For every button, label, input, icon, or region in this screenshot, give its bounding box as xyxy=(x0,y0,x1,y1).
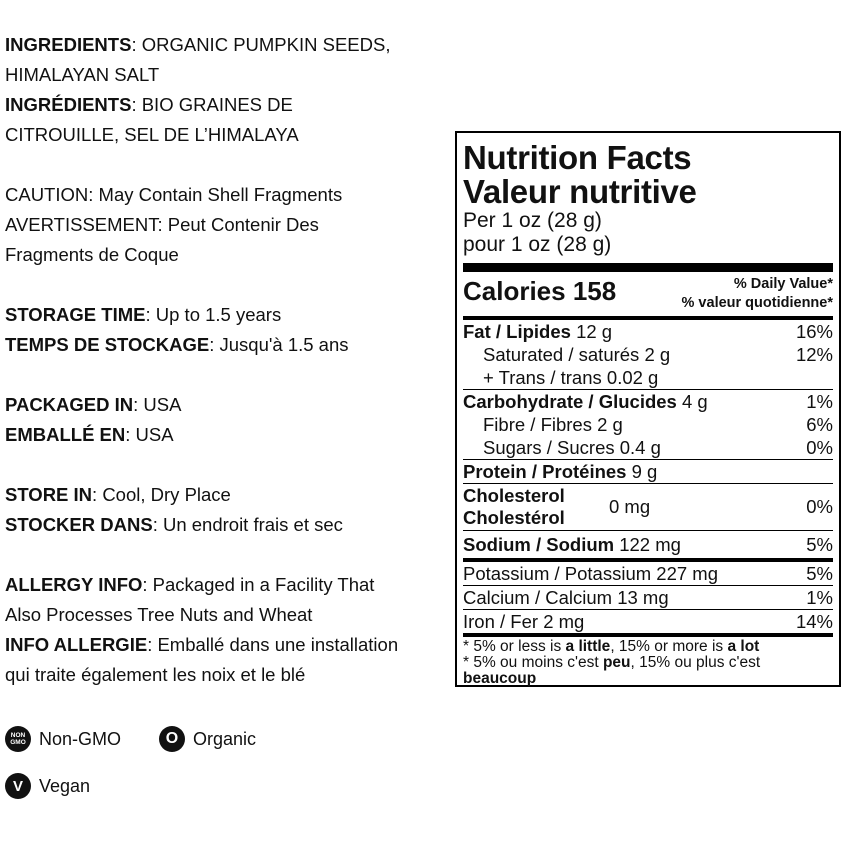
cholesterol-label-en: Cholesterol xyxy=(463,485,565,506)
store-fr-label: STOCKER DANS xyxy=(5,514,153,535)
protein-amount: 9 g xyxy=(626,461,658,482)
allergy-text: : Packaged in a Facility That xyxy=(142,574,375,595)
store-label: STORE IN xyxy=(5,484,93,505)
badge-non-gmo xyxy=(5,726,121,752)
allergy-fr-line-2: qui traite également les noix et le blé xyxy=(5,664,306,685)
caution-line: CAUTION: May Contain Shell Fragments xyxy=(5,184,343,205)
potassium-label: Potassium / Potassium 227 mg xyxy=(463,563,718,584)
caution-fr-line-2: Fragments de Coque xyxy=(5,244,179,265)
protein-row xyxy=(463,460,833,483)
trans-row xyxy=(463,366,833,389)
calories-label: Calories 158 xyxy=(463,276,617,306)
fibre-row xyxy=(463,413,833,436)
iron-label: Iron / Fer 2 mg xyxy=(463,611,585,632)
sodium-amount: 122 mg xyxy=(614,534,681,555)
fat-amount: 12 g xyxy=(570,321,613,342)
ingredients-line xyxy=(5,30,455,60)
allergy-fr-text: : Emballé dans une installation xyxy=(147,634,399,655)
vegan-label: Vegan xyxy=(39,775,91,796)
ingredients-fr-line xyxy=(5,90,455,120)
calcium-dv: 1% xyxy=(806,587,833,608)
vegan-icon: V xyxy=(5,773,31,799)
cholesterol-amount: 0 mg xyxy=(609,496,651,517)
allergy-line xyxy=(5,570,455,600)
badge-vegan xyxy=(5,773,90,799)
daily-value-header xyxy=(682,275,833,313)
packaged-label: PACKAGED IN xyxy=(5,394,134,415)
protein-label: Protein / Protéines xyxy=(463,461,627,482)
store-fr-text: : Un endroit frais et sec xyxy=(152,514,343,535)
storage-line xyxy=(5,300,455,330)
sugars-dv: 0% xyxy=(806,437,833,458)
iron-dv: 14% xyxy=(795,611,833,632)
allergy-fr-line xyxy=(5,630,455,660)
daily-value-fr: % valeur quotidienne* xyxy=(681,295,833,311)
nutrition-title-en: Nutrition Facts xyxy=(463,139,692,176)
footnote-en: * 5% or less is a little, 15% or more is a lot xyxy=(463,638,760,655)
fibre-dv: 6% xyxy=(806,414,833,435)
sodium-row xyxy=(463,531,833,558)
storage-fr-line xyxy=(5,330,455,360)
packaged-fr-label: EMBALLÉ EN xyxy=(5,424,126,445)
sugars-label: Sugars / Sucres 0.4 g xyxy=(483,437,661,458)
product-info xyxy=(5,30,455,690)
non-gmo-icon: NON GMO xyxy=(5,726,31,752)
cholesterol-dv: 0% xyxy=(806,496,833,517)
trans-label: + Trans / trans 0.02 g xyxy=(483,367,659,388)
carb-amount: 4 g xyxy=(676,391,708,412)
serving-size-fr: pour 1 oz (28 g) xyxy=(463,233,612,256)
fat-row xyxy=(463,320,833,343)
nutrition-facts-panel xyxy=(455,131,841,687)
footnote xyxy=(463,637,833,687)
allergy-fr-label: INFO ALLERGIE xyxy=(5,634,148,655)
storage-fr-label: TEMPS DE STOCKAGE xyxy=(5,334,210,355)
saturated-row xyxy=(463,343,833,366)
serving-size-en: Per 1 oz (28 g) xyxy=(463,209,602,232)
daily-value-en: % Daily Value* xyxy=(733,276,833,292)
ingredients-label: INGREDIENTS xyxy=(5,34,132,55)
packaged-line xyxy=(5,390,455,420)
carb-label: Carbohydrate / Glucides xyxy=(463,391,677,412)
saturated-label: Saturated / saturés 2 g xyxy=(483,344,671,365)
potassium-row xyxy=(463,562,833,585)
carb-dv: 1% xyxy=(806,391,833,412)
cholesterol-label-fr: Cholestérol xyxy=(463,507,565,528)
storage-fr-text: : Jusqu'à 1.5 ans xyxy=(209,334,349,355)
calcium-row xyxy=(463,586,833,609)
sodium-label: Sodium / Sodium xyxy=(463,534,615,555)
iron-row xyxy=(463,610,833,633)
ingredients-fr-label: INGRÉDIENTS xyxy=(5,94,132,115)
calories-row xyxy=(463,272,833,316)
nutrition-title-fr: Valeur nutritive xyxy=(463,173,697,210)
store-line xyxy=(5,480,455,510)
ingredients-fr-text: : BIO GRAINES DE xyxy=(131,94,293,115)
calcium-label: Calcium / Calcium 13 mg xyxy=(463,587,669,608)
footnote-fr: * 5% ou moins c'est peu, 15% ou plus c'est xyxy=(463,654,761,671)
fibre-label: Fibre / Fibres 2 g xyxy=(483,414,623,435)
non-gmo-label: Non-GMO xyxy=(39,728,122,749)
allergy-line-2: Also Processes Tree Nuts and Wheat xyxy=(5,604,313,625)
carbohydrate-row xyxy=(463,390,833,413)
organic-icon: O xyxy=(159,726,185,752)
packaged-fr-line xyxy=(5,420,455,450)
packaged-fr-text: : USA xyxy=(125,424,174,445)
store-fr-line xyxy=(5,510,455,540)
sodium-dv: 5% xyxy=(806,534,833,555)
ingredients-text: : ORGANIC PUMPKIN SEEDS, xyxy=(131,34,391,55)
storage-label: STORAGE TIME xyxy=(5,304,146,325)
badge-organic xyxy=(159,726,256,752)
saturated-dv: 12% xyxy=(795,344,833,365)
fat-dv: 16% xyxy=(795,321,833,342)
allergy-label: ALLERGY INFO xyxy=(5,574,143,595)
organic-label: Organic xyxy=(193,728,257,749)
ingredients-line-2: HIMALAYAN SALT xyxy=(5,64,160,85)
ingredients-fr-line-2: CITROUILLE, SEL DE L’HIMALAYA xyxy=(5,124,299,145)
caution-fr-line: AVERTISSEMENT: Peut Contenir Des xyxy=(5,214,319,235)
fat-label: Fat / Lipides xyxy=(463,321,571,342)
packaged-text: : USA xyxy=(133,394,182,415)
footnote-fr-2: beaucoup xyxy=(463,670,537,687)
storage-text: : Up to 1.5 years xyxy=(145,304,282,325)
cholesterol-row xyxy=(463,484,833,530)
potassium-dv: 5% xyxy=(806,563,833,584)
store-text: : Cool, Dry Place xyxy=(92,484,231,505)
sugars-row xyxy=(463,436,833,459)
